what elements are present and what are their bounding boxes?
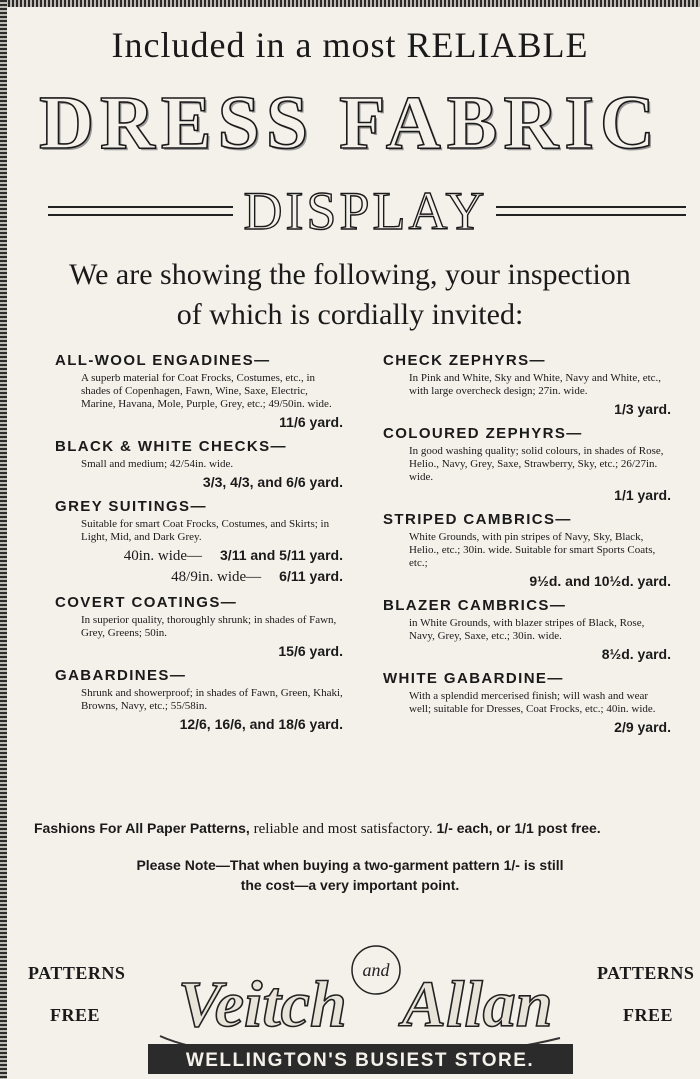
fabric-item-price-value: 9½d. and 10½d. yard. [529, 573, 671, 589]
right-double-rule [496, 206, 686, 216]
fashions-lead: Fashions For All Paper Patterns, [34, 820, 250, 836]
fabric-item-price [383, 487, 671, 503]
fabric-item-price [55, 474, 343, 490]
veitch-and-allan-logo [140, 918, 580, 1076]
fabric-item-title: WHITE GABARDINE— [383, 670, 564, 687]
fabric-item [55, 438, 355, 490]
fashions-price: 1/- each, or 1/1 post free. [436, 820, 601, 836]
fabric-item-price-value: 6/11 yard. [279, 568, 343, 584]
top-border [0, 0, 700, 7]
fabric-item-title: GABARDINES— [55, 667, 187, 684]
fabric-item-title: COVERT COATINGS— [55, 594, 238, 611]
fabric-item [383, 425, 683, 503]
fabric-item-title: GREY SUITINGS— [55, 498, 207, 515]
please-note [0, 855, 700, 895]
free-label-left: FREE [50, 1005, 101, 1025]
fabric-item-description: Suitable for smart Coat Frocks, Costumes, and Skirts; in Light, Mid, and Dark Grey. [81, 518, 330, 543]
fabric-item [55, 352, 355, 430]
intro-line-2: of which is cordially invited: [176, 298, 524, 331]
fabric-item [383, 352, 683, 417]
fabric-item-description: In Pink and White, Sky and White, Navy and White, etc., with large overcheck design; 27in. wide. [409, 372, 662, 397]
fabric-item-title: COLOURED ZEPHYRS— [383, 425, 583, 442]
logo-and-word: and [362, 960, 390, 980]
fabric-item [55, 594, 355, 659]
free-label-right: FREE [623, 1005, 674, 1025]
fabric-item-price-value: 15/6 yard. [278, 643, 343, 659]
fabric-item-price [55, 414, 343, 430]
fabric-item-width: 40in. wide— [123, 548, 203, 564]
fabric-item-price [383, 401, 671, 417]
fabric-item-title: CHECK ZEPHYRS— [383, 352, 546, 369]
note-line-1: Please Note—That when buying a two-garment pattern 1/- is still [136, 857, 564, 873]
fabric-item [383, 511, 683, 589]
fashions-middle: reliable and most satisfactory. [253, 821, 433, 837]
fabric-item-price-value: 3/3, 4/3, and 6/6 yard. [202, 474, 343, 490]
fabric-item-title: ALL-WOOL ENGADINES— [55, 352, 271, 369]
fabric-item-description: With a splendid mercerised finish; will wash and wear well; suitable for Dresses, Coat Frocks, etc.; 40in. wide. [409, 690, 656, 715]
fabric-item-price [383, 646, 671, 662]
display-banner [0, 180, 700, 240]
logo-tagline: WELLINGTON'S BUSIEST STORE. [185, 1050, 535, 1071]
fabric-item-description: In superior quality, thoroughly shrunk; in shades of Fawn, Grey, Greens; 50in. [81, 614, 337, 639]
fabric-item-price [55, 716, 343, 732]
fabric-item-price [383, 573, 671, 589]
headline-reliable: Included in a most RELIABLE [111, 25, 589, 65]
headline-display: DISPLAY [243, 181, 488, 241]
fabric-item-price-value: 12/6, 16/6, and 18/6 yard. [179, 716, 343, 732]
fabric-item-price [55, 547, 343, 565]
fabric-item-description: White Grounds, with pin stripes of Navy, Sky, Black, Helio., etc.; 30in. wide. Suitable for smart Sports Coats, etc.; [409, 531, 656, 569]
patterns-label-right: PATTERNS [597, 963, 695, 983]
fabric-item-price [55, 568, 343, 586]
note-line-2: the cost—a very important point. [240, 877, 460, 893]
fabric-item [383, 597, 683, 662]
fabric-item-price-value: 11/6 yard. [279, 414, 343, 430]
fabric-item-description: Small and medium; 42/54in. wide. [81, 458, 234, 470]
fabric-item-title: BLAZER CAMBRICS— [383, 597, 567, 614]
fabric-item-width: 48/9in. wide— [171, 569, 262, 585]
right-fabric-column [383, 352, 683, 735]
logo-name-veitch: Veitch [178, 968, 347, 1041]
fabric-item-price-value: 1/1 yard. [614, 487, 671, 503]
fabric-item [55, 498, 355, 586]
fabric-item-description: Shrunk and showerproof; in shades of Fawn, Green, Khaki, Browns, Navy, etc.; 55/58in. [81, 687, 343, 712]
fashions-line [34, 820, 694, 838]
fabric-item-description: A superb material for Coat Frocks, Costumes, etc., in shades of Copenhagen, Fawn, Wine, Saxe, Electric, Marine, Havana, Mole, Purple, Grey, etc.; 49/50in. wide. [81, 372, 332, 410]
left-fabric-column [55, 352, 355, 732]
fabric-item-price [55, 643, 343, 659]
fabric-item-price-value: 3/11 and 5/11 yard. [220, 547, 343, 563]
fabric-item-price-value: 1/3 yard. [614, 401, 671, 417]
fabric-item-price-value: 2/9 yard. [614, 719, 671, 735]
fabric-item-title: STRIPED CAMBRICS— [383, 511, 572, 528]
fabric-item-description: In good washing quality; solid colours, in shades of Rose, Helio., Navy, Grey, Saxe, Strawberry, Sky, etc.; 26/27in. wide. [409, 445, 664, 483]
intro-line-1: We are showing the following, your inspection [69, 258, 631, 291]
fabric-item [55, 667, 355, 732]
headline-dress-fabric: DRESS FABRIC [39, 81, 661, 165]
fabric-item-description: in White Grounds, with blazer stripes of Black, Rose, Navy, Grey, Saxe, etc.; 30in. wide. [409, 617, 645, 642]
fabric-item-price-value: 8½d. yard. [601, 646, 671, 662]
left-double-rule [48, 206, 233, 216]
fabric-item-title: BLACK & WHITE CHECKS— [55, 438, 287, 455]
logo-name-allan: Allan [402, 968, 553, 1041]
fabric-item [383, 670, 683, 735]
fabric-item-price [383, 719, 671, 735]
patterns-label-left: PATTERNS [28, 963, 126, 983]
